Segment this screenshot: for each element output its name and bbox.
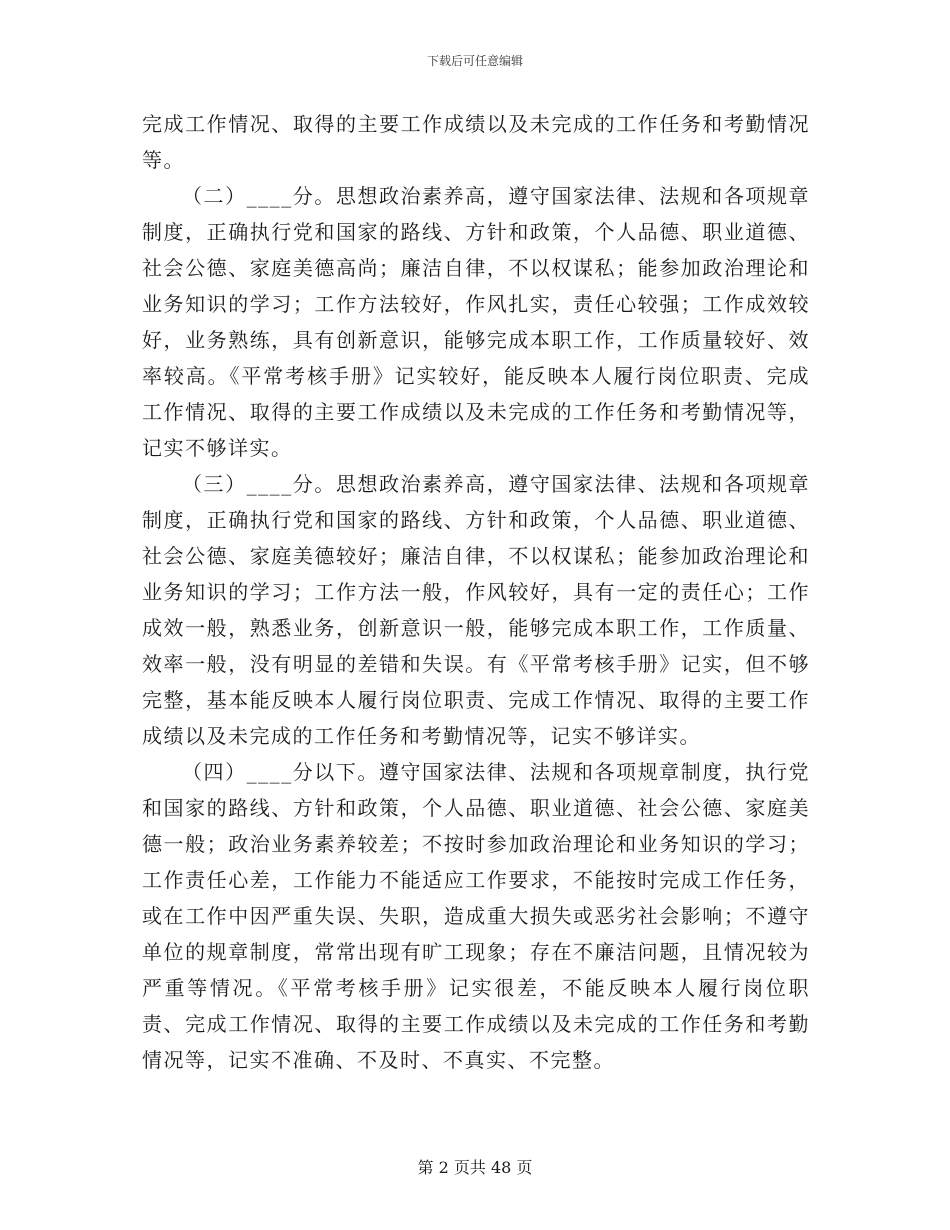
page-header: 下载后可任意编辑 [426,54,523,68]
paragraph-grade-four: （四）____分以下。遵守国家法律、法规和各项规章制度，执行党和国家的路线、方针和政策，个人品德、职业道德、社会公德、家庭美德一般；政治业务素养较差；不按时参加政治理论和业务知识的学习；工作责任心差，工作能力不能适应工作要求，不能按时完成工作任务，或在工作中因严重失误、失职，造成重大损失或恶劣社会影响；不遵守单位的规章制度，常常出现有旷工现象；存在不廉洁问题，且情况较为严重等情况。《平常考核手册》记实很差，不能反映本人履行岗位职责、完成工作情况、取得的主要工作成绩以及未完成的工作任务和考勤情况等，记实不准确、不及时、不真实、不完整。 [142,760,810,1072]
paragraph-grade-two: （二）____分。思想政治素养高，遵守国家法律、法规和各项规章制度，正确执行党和国家的路线、方针和政策，个人品德、职业道德、社会公德、家庭美德高尚；廉洁自律，不以权谋私；能参加政治理论和业务知识的学习；工作方法较好，作风扎实，责任心较强；工作成效较好，业务熟练，具有创新意识，能够完成本职工作，工作质量较好、效率较高。《平常考核手册》记实较好，能反映本人履行岗位职责、完成工作情况、取得的主要工作成绩以及未完成的工作任务和考勤情况等，记实不够详实。 [142,184,810,460]
page-number: 第 2 页共 48 页 [417,1158,533,1177]
paragraph-continuation: 完成工作情况、取得的主要工作成绩以及未完成的工作任务和考勤情况等。 [142,112,810,172]
paragraph-grade-three: （三）____分。思想政治素养高，遵守国家法律、法规和各项规章制度，正确执行党和国家的路线、方针和政策，个人品德、职业道德、社会公德、家庭美德较好；廉洁自律，不以权谋私；能参加政治理论和业务知识的学习；工作方法一般，作风较好，具有一定的责任心；工作成效一般，熟悉业务，创新意识一般，能够完成本职工作，工作质量、效率一般，没有明显的差错和失误。有《平常考核手册》记实，但不够完整，基本能反映本人履行岗位职责、完成工作情况、取得的主要工作成绩以及未完成的工作任务和考勤情况等，记实不够详实。 [142,472,810,748]
document-body [142,106,810,1078]
